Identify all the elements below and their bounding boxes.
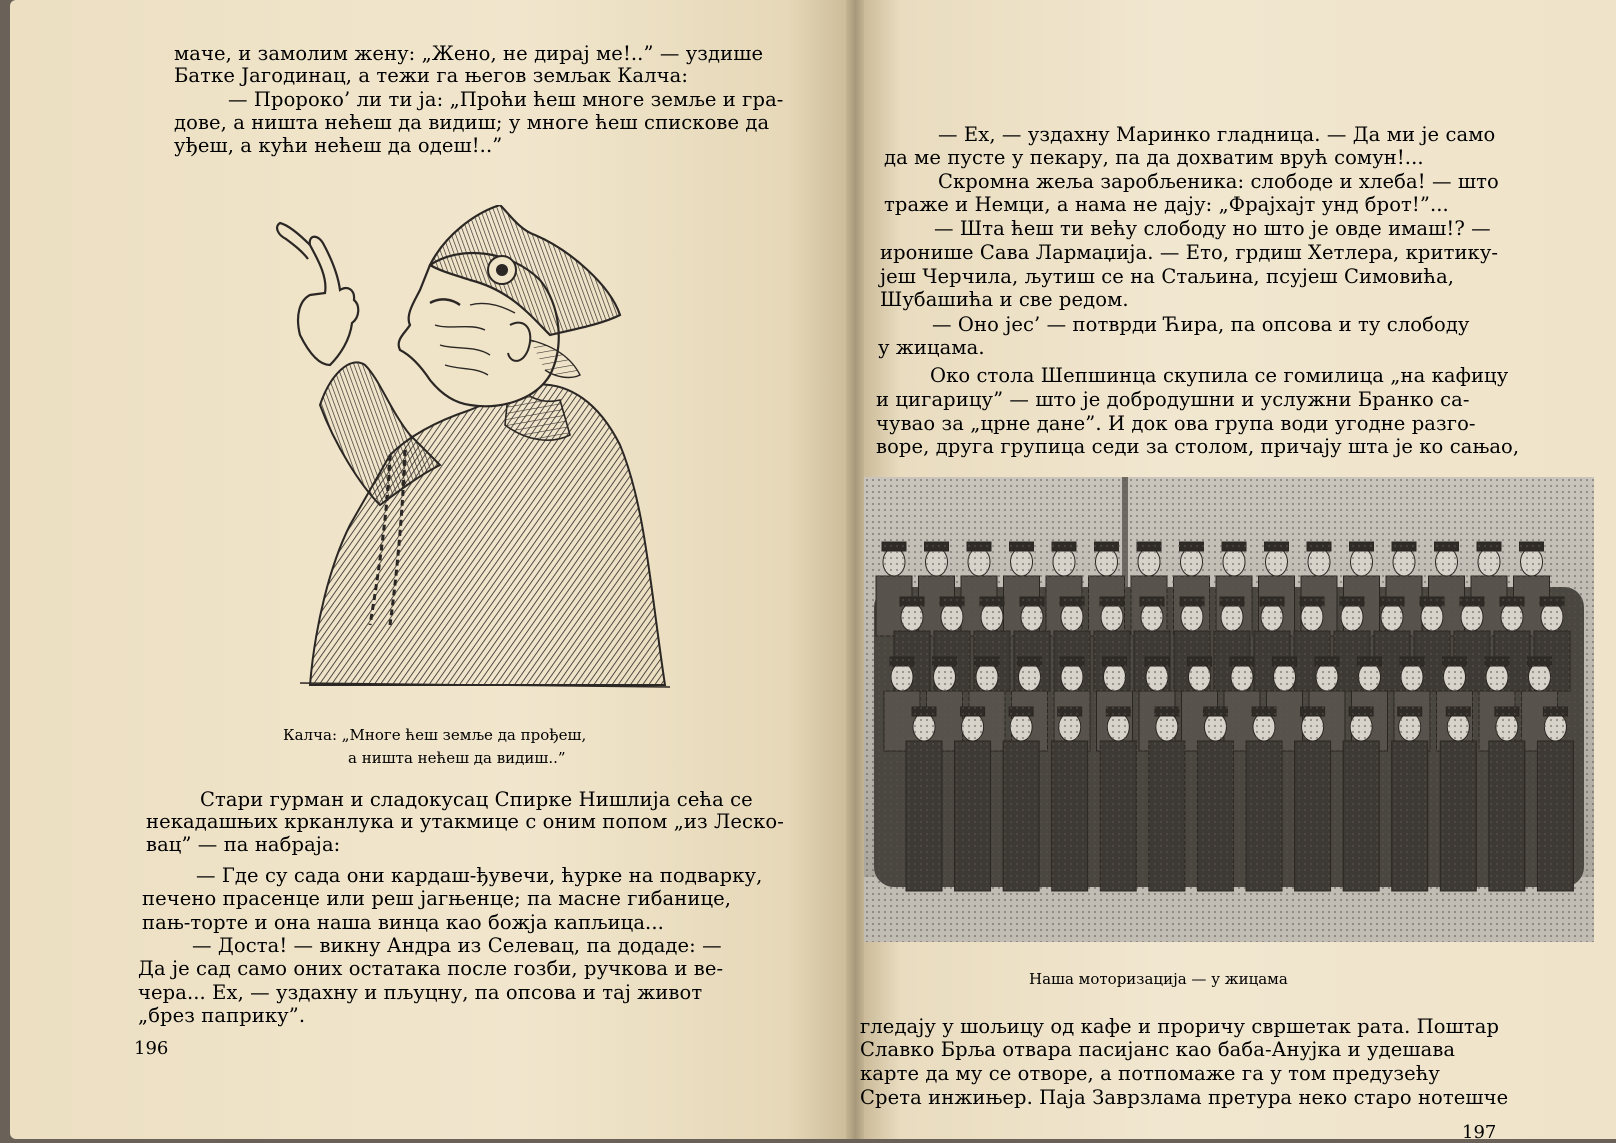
left-line-11: пањ-торте и она наша винца као божја капљица... (142, 911, 664, 934)
left-line-10: печено прасенце или реш јагњенце; па масне гибанице, (142, 887, 732, 910)
left-line-9: — Где су сада они кардаш-ђувечи, ћурке на подварку, (196, 864, 763, 887)
right-line-9: — Оно јес’ — потврди Ћира, па опсова и ту слободу (932, 313, 1470, 336)
right-line-7: јеш Черчила, љутиш се на Стаљина, псујеш Симовића, (880, 265, 1455, 288)
page-number-right: 197 (1462, 1122, 1497, 1143)
left-line-2: Батке Јагодинац, а тежи га његов земљак Калча: (174, 64, 688, 87)
right-line-4: траже и Немци, а нама не дају: „Фрајхајт унд брот!”... (884, 193, 1449, 216)
right-line-18: Срета инжињер. Паја Заврзлама претура неко старо нотешче (860, 1086, 1509, 1109)
illustration-old-man (270, 205, 690, 703)
left-line-8: вац” — па набраја: (146, 833, 341, 856)
right-line-17: карте да му се отворе, а потпомаже га у том предузећу (860, 1062, 1440, 1085)
left-line-7: некадашњих крканлука и утакмице с оним попом „из Леско- (146, 810, 784, 833)
right-line-6: иронише Сава Лармаџија. — Ето, грдиш Хетлера, критику- (880, 241, 1499, 264)
group-photo-image (864, 477, 1594, 942)
right-line-15: гледају у шољицу од кафе и проричу свршетак рата. Поштар (860, 1015, 1500, 1038)
illustration-caption-line-1: Калча: „Многе ћеш земље да прођеш, (283, 726, 587, 744)
book-gutter (846, 0, 864, 1139)
right-line-16: Славко Брља отвара пасијанс као баба-Анујка и удешава (860, 1038, 1456, 1061)
photo-caption: Наша моторизација — у жицама (1029, 970, 1288, 988)
left-line-13: Да је сад само оних остатака после гозби, ручкова и ве- (138, 957, 724, 980)
left-line-15: „брез паприку”. (138, 1004, 306, 1027)
right-line-14: воре, друга групица седи за столом, причају шта је ко сањао, (876, 435, 1520, 458)
left-line-14: чера... Ех, — уздахну и пљуцну, па опсова и тај живот (138, 981, 703, 1004)
right-line-12: и цигарицу” — што је добродушни и услужни Бранко са- (876, 388, 1470, 411)
left-line-1: маче, и замолим жену: „Жено, не дирај ме!..” — уздише (174, 42, 764, 65)
left-line-5: уђеш, а кући нећеш да одеш!..” (174, 134, 503, 157)
right-line-13: чувао за „црне дане”. И док ова група води угодне разго- (876, 412, 1476, 435)
left-line-6: Стари гурман и сладокусац Спирке Нишлија сећа се (200, 788, 753, 811)
right-line-1: — Ех, — уздахну Маринко гладница. — Да ми је само (938, 123, 1496, 146)
left-line-4: дове, а ништа нећеш да видиш; у многе ћеш спискове да (174, 111, 770, 134)
left-line-12: — Доста! — викну Андра из Селевац, па додаде: — (192, 934, 722, 957)
page-number-left: 196 (134, 1038, 169, 1059)
right-line-5: — Шта ћеш ти већу слободу но што је овде имаш!? — (934, 217, 1491, 240)
group-photo (864, 477, 1594, 942)
illustration-caption-line-2: а ништа нећеш да видиш..” (348, 749, 566, 767)
right-line-10: у жицама. (878, 336, 985, 359)
right-line-8: Шубашића и све редом. (880, 288, 1129, 311)
right-line-11: Око стола Шепшинца скупила се гомилица „на кафицу (930, 364, 1509, 387)
left-line-3: — Пророко’ ли ти ја: „Проћи ћеш многе земље и гра- (228, 88, 784, 111)
right-line-2: да ме пусте у пекару, па да дохватим врућ сомун!... (884, 146, 1424, 169)
right-line-3: Скромна жеља заробљеника: слободе и хлеба! — што (938, 170, 1499, 193)
